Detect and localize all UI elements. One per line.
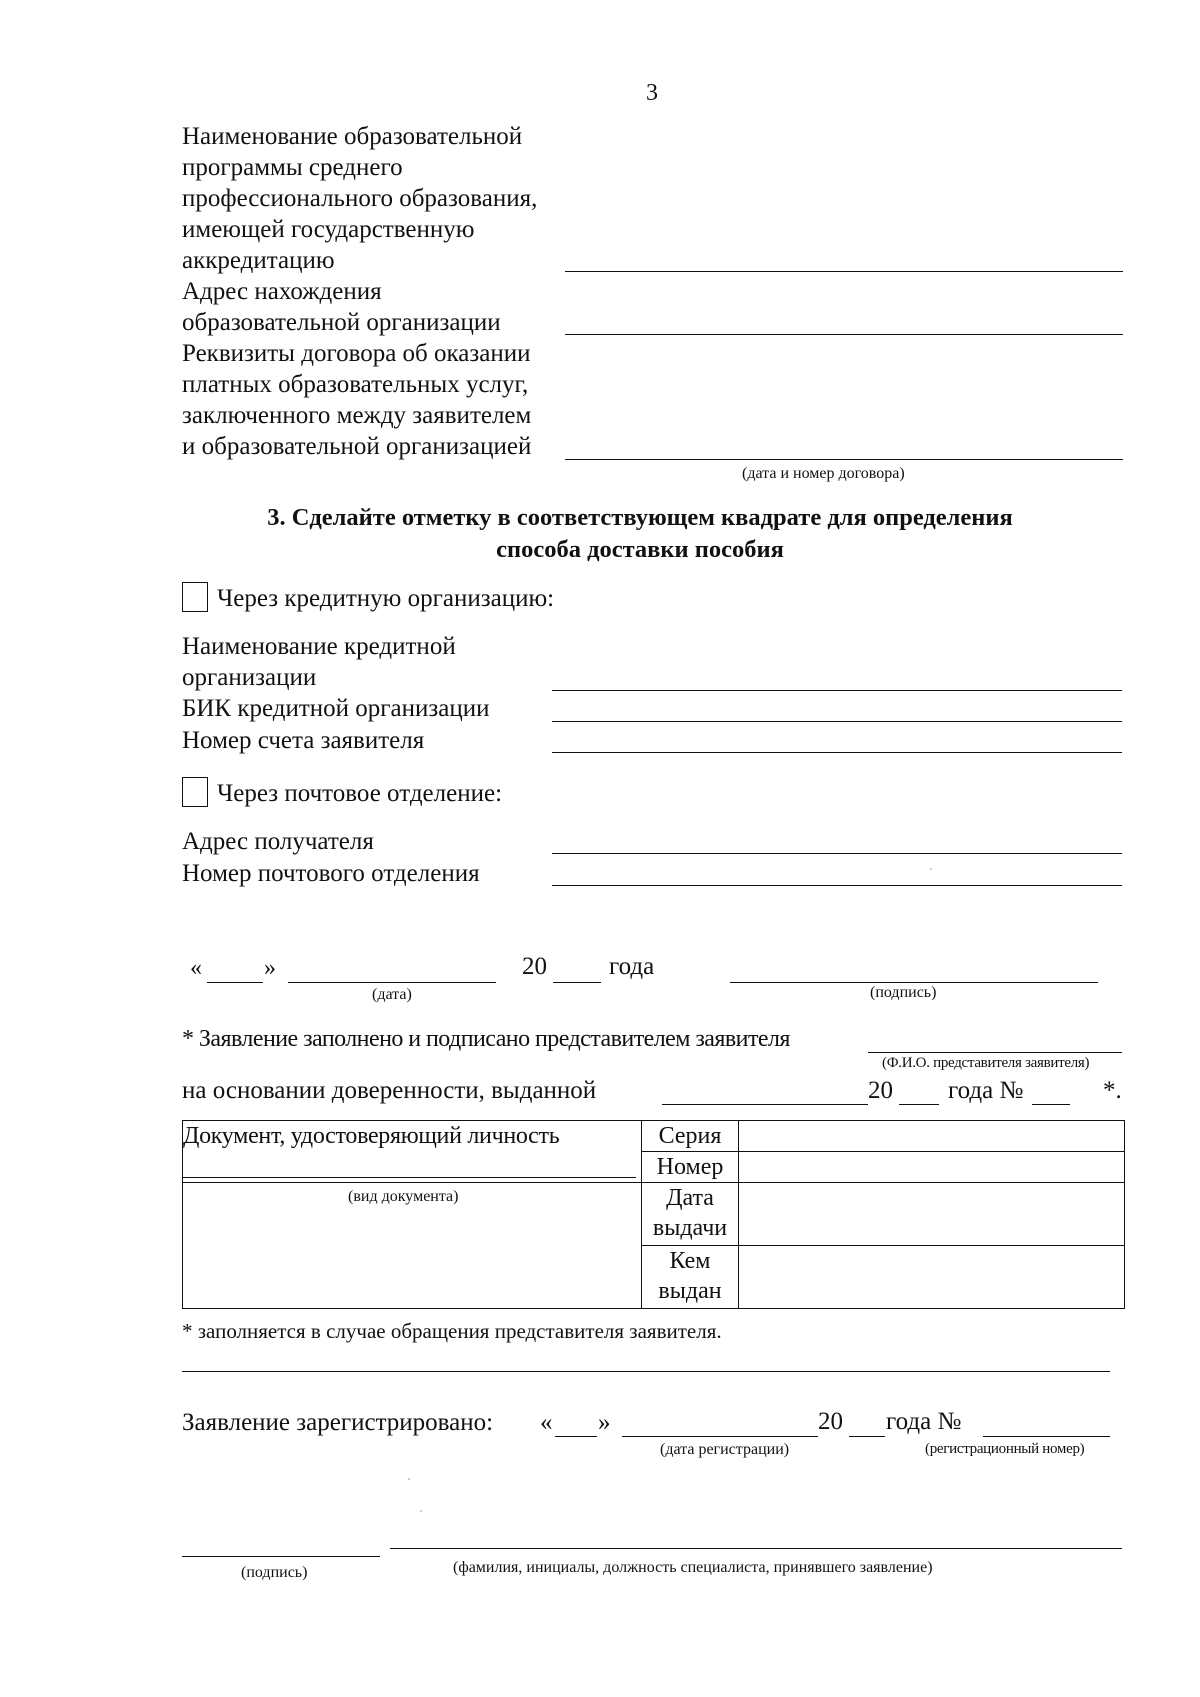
issued-by-value-cell[interactable] <box>739 1246 1125 1309</box>
specialist-signature-field[interactable] <box>182 1556 380 1557</box>
proxy-label: на основании доверенности, выданной <box>182 1077 597 1104</box>
representative-fio-caption: (Ф.И.О. представителя заявителя) <box>882 1055 1090 1071</box>
registration-close-quote: » <box>598 1409 611 1436</box>
representative-fio-field[interactable] <box>868 1052 1122 1053</box>
post-office-option-label: Через почтовое отделение: <box>217 780 503 807</box>
registration-year-word: года № <box>886 1408 962 1435</box>
date-year-word: года <box>609 953 655 980</box>
date-caption: (дата) <box>372 986 412 1003</box>
number-label-cell: Номер <box>642 1152 739 1183</box>
registration-date-caption: (дата регистрации) <box>660 1441 790 1458</box>
registration-day-field[interactable] <box>555 1436 597 1437</box>
org-address-field[interactable] <box>565 334 1123 335</box>
series-value-cell[interactable] <box>739 1121 1125 1152</box>
separator-line <box>182 1371 1110 1372</box>
post-office-number-label: Номер почтового отделения <box>182 860 480 887</box>
registration-date-field[interactable] <box>622 1436 818 1437</box>
post-office-number-field[interactable] <box>552 885 1122 886</box>
bik-label: БИК кредитной организации <box>182 695 490 722</box>
specialist-signature-caption: (подпись) <box>241 1564 308 1581</box>
date-open-quote: « <box>190 955 202 981</box>
proxy-year-prefix: 20 <box>868 1077 893 1104</box>
proxy-year-word: года № <box>948 1077 1024 1104</box>
proxy-date-field[interactable] <box>662 1104 868 1105</box>
specialist-name-field[interactable] <box>390 1548 1122 1549</box>
credit-name-label: Наименование кредитной организации <box>182 633 456 691</box>
credit-name-field[interactable] <box>552 690 1122 691</box>
proxy-year-field[interactable] <box>899 1104 939 1105</box>
doc-type-caption: (вид документа) <box>348 1188 459 1205</box>
doc-type-underline <box>183 1177 636 1178</box>
date-close-quote: » <box>264 955 276 981</box>
proxy-asterisk: *. <box>1103 1077 1122 1104</box>
registration-open-quote: « <box>540 1409 553 1436</box>
recipient-address-field[interactable] <box>552 853 1122 854</box>
identity-document-table <box>182 1120 1125 1309</box>
issued-by-label-cell: Кем выдан <box>642 1246 739 1309</box>
registration-number-field[interactable] <box>983 1436 1110 1437</box>
registration-number-caption: (регистрационный номер) <box>925 1441 1085 1457</box>
program-label: Наименование образовательной программы среднего профессионального образования, имеющей государственную аккредитацию <box>182 123 538 274</box>
address-label: Адрес нахождения образовательной организации <box>182 278 501 336</box>
scan-speck <box>930 868 932 870</box>
number-value-cell[interactable] <box>739 1152 1125 1183</box>
signature-caption: (подпись) <box>870 984 937 1001</box>
program-name-field[interactable] <box>565 271 1123 272</box>
scan-speck <box>408 1478 410 1480</box>
proxy-number-field[interactable] <box>1032 1104 1070 1105</box>
date-day-field[interactable] <box>207 982 263 983</box>
account-field[interactable] <box>552 752 1122 753</box>
recipient-address-label: Адрес получателя <box>182 828 374 855</box>
contract-label: Реквизиты договора об оказании платных образовательных услуг, заключенного между заявителем и образовательной организацией <box>182 340 532 460</box>
credit-org-option-label: Через кредитную организацию: <box>217 585 555 612</box>
footnote: * заполняется в случае обращения представителя заявителя. <box>182 1319 722 1343</box>
series-label-cell: Серия <box>642 1121 739 1152</box>
section3-heading-line1: 3. Сделайте отметку в соответствующем квадрате для определения <box>267 504 1013 531</box>
contract-caption: (дата и номер договора) <box>742 465 905 482</box>
date-year-prefix: 20 <box>522 953 547 980</box>
date-year-field[interactable] <box>553 982 601 983</box>
section3-heading-line2: способа доставки пособия <box>496 536 784 563</box>
credit-org-checkbox[interactable] <box>182 582 208 612</box>
issue-date-value-cell[interactable] <box>739 1183 1125 1246</box>
date-month-field[interactable] <box>288 982 496 983</box>
bik-field[interactable] <box>552 721 1122 722</box>
specialist-name-caption: (фамилия, инициалы, должность специалиста, принявшего заявление) <box>453 1559 933 1576</box>
account-label: Номер счета заявителя <box>182 727 425 754</box>
identity-doc-title: Документ, удостоверяющий личность <box>183 1123 560 1149</box>
registration-year-field[interactable] <box>849 1436 885 1437</box>
registration-year-prefix: 20 <box>818 1408 843 1435</box>
doc-type-cell[interactable] <box>183 1121 642 1183</box>
page-number: 3 <box>646 80 658 106</box>
contract-details-field[interactable] <box>565 459 1123 460</box>
issue-date-label-cell: Дата выдачи <box>642 1183 739 1246</box>
post-office-checkbox[interactable] <box>182 777 208 807</box>
scan-speck <box>420 1510 422 1512</box>
registration-label: Заявление зарегистрировано: <box>182 1409 494 1436</box>
representative-statement: * Заявление заполнено и подписано представителем заявителя <box>182 1026 790 1052</box>
doc-type-caption-cell <box>183 1183 642 1309</box>
